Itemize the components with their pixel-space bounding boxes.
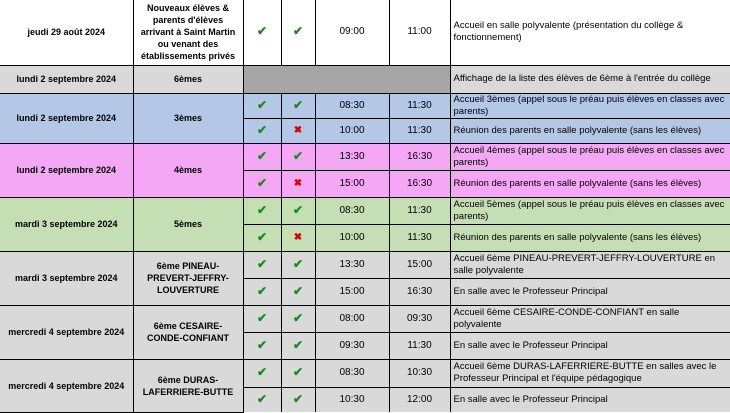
cross-icon: ✖ — [293, 177, 303, 189]
description: Réunion des parents en salle polyvalente (sans les élèves) — [450, 118, 730, 143]
table-row — [0, 197, 730, 224]
check-icon: ✔ — [292, 365, 304, 379]
date-cell: lundi 2 septembre 2024 — [0, 93, 133, 143]
check-icon: ✔ — [292, 256, 304, 271]
check-icon: ✔ — [292, 337, 304, 352]
description: Réunion des parents en salle polyvalente (sans les élèves) — [450, 170, 730, 197]
end-time: 11:00 — [389, 0, 450, 65]
start-time: 08:00 — [315, 305, 389, 332]
group-cell: 6ème PINEAU-PREVERT-JEFFRY-LOUVERTURE — [133, 251, 243, 305]
end-time: 11:30 — [389, 332, 450, 359]
check-icon: ✔ — [292, 24, 304, 39]
check-icon: ✔ — [256, 310, 268, 325]
check-icon: ✔ — [256, 229, 268, 244]
date-cell: mardi 3 septembre 2024 — [0, 251, 133, 305]
end-time: 10:30 — [389, 359, 450, 387]
start-time: 08:30 — [315, 197, 389, 224]
end-time: 16:30 — [389, 278, 450, 305]
end-time: 11:30 — [389, 224, 450, 251]
check-icon: ✔ — [256, 24, 268, 39]
start-time: 09:00 — [315, 0, 389, 65]
group-cell: 6ème CESAIRE-CONDE-CONFIANT — [133, 305, 243, 359]
description: Accueil en salle polyvalente (présentation du collège & fonctionnement) — [450, 0, 730, 65]
group-cell: 3èmes — [133, 93, 243, 143]
end-time: 16:30 — [389, 143, 450, 170]
check-icon: ✔ — [256, 202, 268, 217]
end-time: 11:30 — [389, 197, 450, 224]
start-time: 13:30 — [315, 143, 389, 170]
end-time: 09:30 — [389, 305, 450, 332]
check-icon: ✔ — [256, 256, 268, 271]
blank-cell — [243, 65, 450, 93]
check-icon: ✔ — [292, 148, 304, 163]
check-icon: ✔ — [256, 365, 268, 379]
date-cell: mercredi 4 septembre 2024 — [0, 305, 133, 359]
check-icon: ✔ — [292, 283, 304, 298]
start-time: 10:30 — [315, 387, 389, 412]
end-time: 16:30 — [389, 170, 450, 197]
table-row — [0, 93, 730, 118]
check-icon: ✔ — [256, 148, 268, 163]
check-icon: ✔ — [256, 283, 268, 298]
description: En salle avec le Professeur Principal — [450, 278, 730, 305]
end-time: 15:00 — [389, 251, 450, 278]
group-cell: 4èmes — [133, 143, 243, 197]
check-icon: ✔ — [256, 97, 268, 112]
date-cell: lundi 2 septembre 2024 — [0, 65, 133, 93]
description: Réunion des parents en salle polyvalente (sans les élèves) — [450, 224, 730, 251]
description: Accueil 6ème PINEAU-PREVERT-JEFFRY-LOUVERTURE en salle polyvalente — [450, 251, 730, 278]
table-row — [0, 305, 730, 332]
start-time: 10:00 — [315, 118, 389, 143]
end-time: 12:00 — [389, 387, 450, 412]
start-time: 15:00 — [315, 278, 389, 305]
group-cell: Nouveaux élèves & parents d'élèves arrivant à Saint Martin ou venant des établissements privés — [133, 0, 243, 65]
start-time: 10:00 — [315, 224, 389, 251]
cross-icon: ✖ — [293, 124, 303, 136]
table-row — [0, 359, 730, 387]
check-icon: ✔ — [292, 97, 304, 112]
group-cell: 6èmes — [133, 65, 243, 93]
table-row — [0, 143, 730, 170]
description: Accueil 5èmes (appel sous le préau puis élèves en classes avec parents) — [450, 197, 730, 224]
check-icon: ✔ — [256, 337, 268, 352]
group-cell: 5èmes — [133, 197, 243, 251]
check-icon: ✔ — [256, 175, 268, 190]
date-cell: mardi 3 septembre 2024 — [0, 197, 133, 251]
end-time: 11:30 — [389, 118, 450, 143]
start-time: 08:30 — [315, 93, 389, 118]
start-time: 08:30 — [315, 359, 389, 387]
description: En salle avec le Professeur Principal — [450, 332, 730, 359]
description: Accueil 6ème DURAS-LAFERRIERE-BUTTE en salles avec le Professeur Principal et l'équipe pédagogique — [450, 359, 730, 387]
start-time: 09:30 — [315, 332, 389, 359]
check-icon: ✔ — [256, 391, 268, 406]
description: Accueil 4èmes (appel sous le préau puis élèves en classes avec parents) — [450, 143, 730, 170]
end-time: 11:30 — [389, 93, 450, 118]
date-cell: jeudi 29 août 2024 — [0, 0, 133, 65]
check-icon: ✔ — [292, 202, 304, 217]
table-row — [0, 65, 730, 93]
start-time: 13:30 — [315, 251, 389, 278]
description: Accueil 3èmes (appel sous le préau puis élèves en classes avec parents) — [450, 93, 730, 118]
start-time: 15:00 — [315, 170, 389, 197]
check-icon: ✔ — [292, 310, 304, 325]
date-cell: mercredi 4 septembre 2024 — [0, 359, 133, 412]
description: Affichage de la liste des élèves de 6ème à l'entrée du collège — [450, 65, 730, 93]
cross-icon: ✖ — [293, 231, 303, 243]
table-row — [0, 0, 730, 65]
date-cell: lundi 2 septembre 2024 — [0, 143, 133, 197]
table-row — [0, 251, 730, 278]
check-icon: ✔ — [256, 122, 268, 137]
description: Accueil 6ème CESAIRE-CONDE-CONFIANT en salle polyvalente — [450, 305, 730, 332]
group-cell: 6ème DURAS-LAFERRIERE-BUTTE — [133, 359, 243, 412]
check-icon: ✔ — [292, 391, 304, 406]
description: En salle avec le Professeur Principal — [450, 387, 730, 412]
